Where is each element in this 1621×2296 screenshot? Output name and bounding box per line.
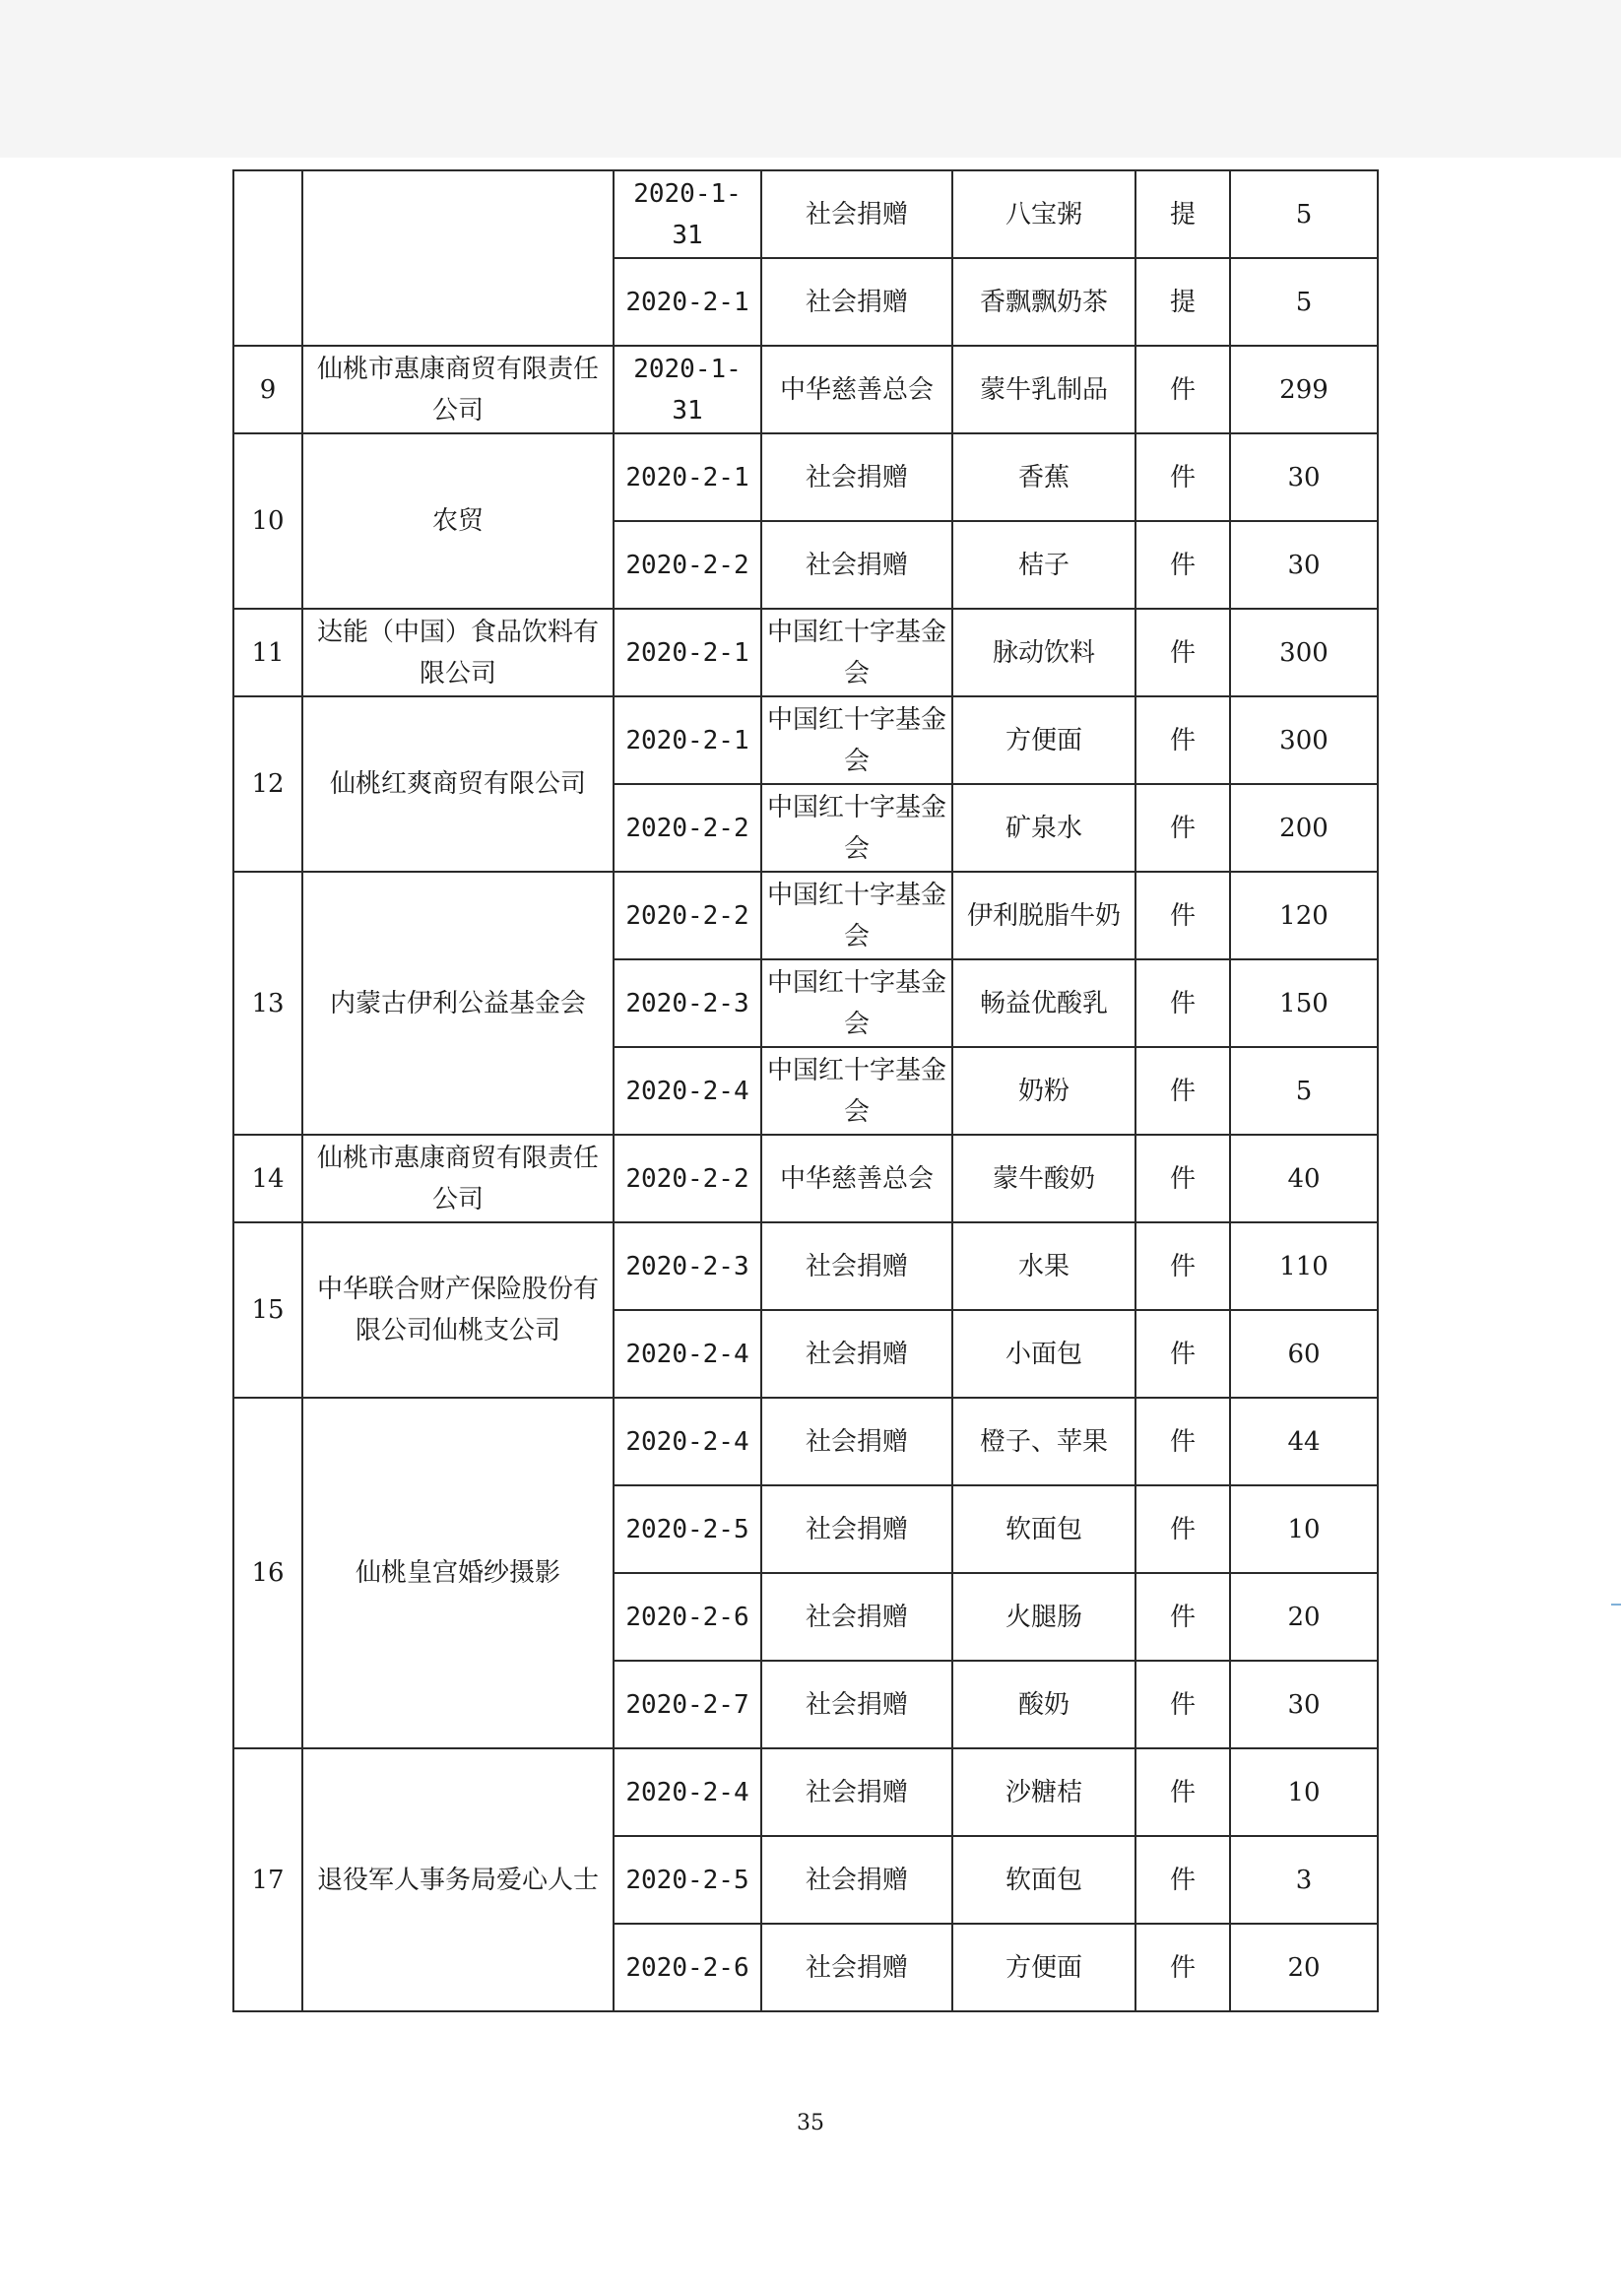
item-quantity: 299 [1230,346,1378,433]
donor-name: 仙桃市惠康商贸有限责任公司 [302,346,614,433]
item-unit: 件 [1135,521,1230,609]
donor-name: 退役军人事务局爱心人士 [302,1748,614,2011]
donated-item: 脉动饮料 [952,609,1135,696]
item-unit: 件 [1135,1047,1230,1135]
donation-channel: 社会捐赠 [761,433,952,521]
donated-item: 水果 [952,1222,1135,1310]
donation-date: 2020-2-4 [614,1310,761,1398]
item-quantity: 3 [1230,1836,1378,1924]
donor-name: 仙桃红爽商贸有限公司 [302,696,614,872]
item-quantity: 5 [1230,170,1378,258]
item-quantity: 30 [1230,521,1378,609]
donation-date: 2020-2-2 [614,1135,761,1222]
donation-channel: 社会捐赠 [761,1748,952,1836]
donation-channel: 社会捐赠 [761,1836,952,1924]
item-quantity: 300 [1230,609,1378,696]
item-unit: 件 [1135,433,1230,521]
donation-channel: 中华慈善总会 [761,1135,952,1222]
item-unit: 件 [1135,346,1230,433]
donation-table [232,169,1379,2012]
table-row [233,1222,1378,1310]
row-number: 17 [233,1748,302,2011]
table-row [233,1135,1378,1222]
table-row [233,346,1378,433]
donation-date: 2020-2-4 [614,1047,761,1135]
row-number: 16 [233,1398,302,1748]
item-unit: 件 [1135,1135,1230,1222]
donation-channel: 中国红十字基金会 [761,959,952,1047]
donation-date: 2020-2-6 [614,1573,761,1661]
item-unit: 件 [1135,1573,1230,1661]
donation-channel: 社会捐赠 [761,1310,952,1398]
donated-item: 香蕉 [952,433,1135,521]
donated-item: 橙子、苹果 [952,1398,1135,1485]
donated-item: 小面包 [952,1310,1135,1398]
row-number: 9 [233,346,302,433]
item-unit: 件 [1135,1398,1230,1485]
donated-item: 火腿肠 [952,1573,1135,1661]
item-quantity: 30 [1230,433,1378,521]
donation-channel: 社会捐赠 [761,1222,952,1310]
donation-date: 2020-2-1 [614,258,761,346]
row-number: 14 [233,1135,302,1222]
donated-item: 蒙牛乳制品 [952,346,1135,433]
item-quantity: 110 [1230,1222,1378,1310]
donation-channel: 社会捐赠 [761,1573,952,1661]
donated-item: 矿泉水 [952,784,1135,872]
item-unit: 件 [1135,1836,1230,1924]
donation-date: 2020-2-1 [614,696,761,784]
donated-item: 方便面 [952,696,1135,784]
donor-name: 达能（中国）食品饮料有限公司 [302,609,614,696]
row-number: 13 [233,872,302,1135]
donor-name: 农贸 [302,433,614,609]
row-number: 12 [233,696,302,872]
item-quantity: 120 [1230,872,1378,959]
item-unit: 件 [1135,1222,1230,1310]
item-quantity: 5 [1230,1047,1378,1135]
row-number: 11 [233,609,302,696]
donation-channel: 社会捐赠 [761,521,952,609]
donated-item: 桔子 [952,521,1135,609]
table-row [233,696,1378,784]
donor-name: 仙桃市惠康商贸有限责任公司 [302,1135,614,1222]
donor-name [302,170,614,346]
item-unit: 件 [1135,1661,1230,1748]
scan-top-band [0,0,1621,158]
item-quantity: 10 [1230,1748,1378,1836]
donation-channel: 社会捐赠 [761,1924,952,2011]
donated-item: 酸奶 [952,1661,1135,1748]
donation-table-body [233,170,1378,2011]
item-unit: 提 [1135,170,1230,258]
item-quantity: 300 [1230,696,1378,784]
item-quantity: 10 [1230,1485,1378,1573]
donation-date: 2020-2-1 [614,433,761,521]
donated-item: 软面包 [952,1836,1135,1924]
item-quantity: 20 [1230,1924,1378,2011]
donated-item: 八宝粥 [952,170,1135,258]
item-unit: 件 [1135,1485,1230,1573]
item-unit: 提 [1135,258,1230,346]
item-quantity: 20 [1230,1573,1378,1661]
donation-date: 2020-2-2 [614,872,761,959]
donor-name: 中华联合财产保险股份有限公司仙桃支公司 [302,1222,614,1398]
item-unit: 件 [1135,959,1230,1047]
donation-date: 2020-2-3 [614,959,761,1047]
donor-name: 仙桃皇宫婚纱摄影 [302,1398,614,1748]
donated-item: 香飘飘奶茶 [952,258,1135,346]
donation-channel: 中国红十字基金会 [761,696,952,784]
scan-margin-mark [1611,1604,1621,1606]
item-quantity: 150 [1230,959,1378,1047]
item-unit: 件 [1135,1748,1230,1836]
donation-date: 2020-1-31 [614,170,761,258]
item-unit: 件 [1135,1310,1230,1398]
table-row [233,1748,1378,1836]
donation-channel: 社会捐赠 [761,1485,952,1573]
item-quantity: 60 [1230,1310,1378,1398]
table-row [233,1398,1378,1485]
donation-channel: 社会捐赠 [761,258,952,346]
donation-channel: 中国红十字基金会 [761,784,952,872]
donation-date: 2020-2-1 [614,609,761,696]
donation-channel: 社会捐赠 [761,1661,952,1748]
item-unit: 件 [1135,1924,1230,2011]
table-row [233,433,1378,521]
row-number [233,170,302,346]
donation-channel: 中华慈善总会 [761,346,952,433]
donation-date: 2020-2-7 [614,1661,761,1748]
item-quantity: 40 [1230,1135,1378,1222]
donation-date: 2020-2-5 [614,1485,761,1573]
donated-item: 沙糖桔 [952,1748,1135,1836]
item-quantity: 200 [1230,784,1378,872]
donated-item: 方便面 [952,1924,1135,2011]
donation-date: 2020-2-4 [614,1748,761,1836]
donation-date: 2020-2-2 [614,521,761,609]
donation-channel: 社会捐赠 [761,170,952,258]
donated-item: 蒙牛酸奶 [952,1135,1135,1222]
item-unit: 件 [1135,696,1230,784]
donation-date: 2020-1-31 [614,346,761,433]
donation-channel: 中国红十字基金会 [761,1047,952,1135]
donated-item: 畅益优酸乳 [952,959,1135,1047]
item-unit: 件 [1135,784,1230,872]
item-quantity: 44 [1230,1398,1378,1485]
donated-item: 奶粉 [952,1047,1135,1135]
item-unit: 件 [1135,872,1230,959]
page-number: 35 [797,2111,824,2135]
donor-name: 内蒙古伊利公益基金会 [302,872,614,1135]
donation-channel: 社会捐赠 [761,1398,952,1485]
donation-date: 2020-2-6 [614,1924,761,2011]
donation-date: 2020-2-5 [614,1836,761,1924]
item-quantity: 30 [1230,1661,1378,1748]
donation-date: 2020-2-4 [614,1398,761,1485]
table-row [233,872,1378,959]
row-number: 10 [233,433,302,609]
item-quantity: 5 [1230,258,1378,346]
item-unit: 件 [1135,609,1230,696]
donated-item: 伊利脱脂牛奶 [952,872,1135,959]
donation-date: 2020-2-2 [614,784,761,872]
donation-channel: 中国红十字基金会 [761,609,952,696]
table-row [233,609,1378,696]
donation-date: 2020-2-3 [614,1222,761,1310]
table-row [233,170,1378,258]
row-number: 15 [233,1222,302,1398]
donation-channel: 中国红十字基金会 [761,872,952,959]
donated-item: 软面包 [952,1485,1135,1573]
